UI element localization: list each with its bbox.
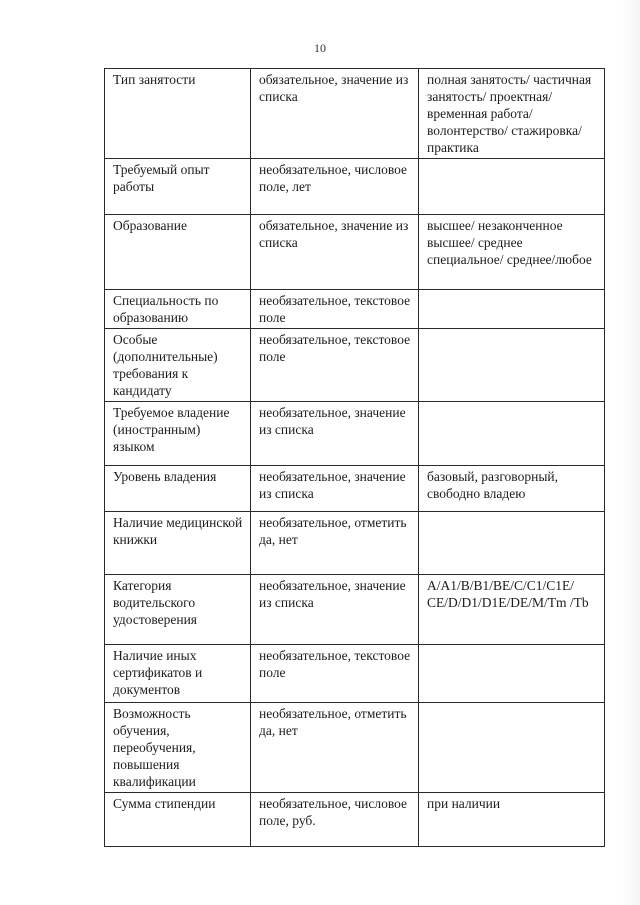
table-row	[105, 466, 605, 512]
field-name-cell: Наличие иных сертификатов и документов	[105, 645, 251, 703]
allowed-values-cell: базовый, разговорный, свободно владею	[419, 466, 605, 512]
table-row	[105, 69, 605, 159]
field-name-cell: Специальность по образованию	[105, 290, 251, 329]
allowed-values-cell	[419, 703, 605, 793]
table-row	[105, 703, 605, 793]
allowed-values-cell: при наличии	[419, 793, 605, 847]
allowed-values-cell: A/A1/B/B1/BE/C/C1/C1E/ CE/D/D1/D1E/DE/M/Tm /Tb	[419, 575, 605, 645]
vacancy-fields-table	[104, 68, 605, 847]
requirement-cell: необязательное, текстовое поле	[251, 329, 419, 402]
allowed-values-cell	[419, 512, 605, 575]
table-row	[105, 290, 605, 329]
requirement-cell: необязательное, текстовое поле	[251, 645, 419, 703]
field-name-cell: Возможность обучения, переобучения, повышения квалификации	[105, 703, 251, 793]
allowed-values-cell	[419, 290, 605, 329]
table-row	[105, 159, 605, 215]
allowed-values-cell: высшее/ незаконченное высшее/ среднее специальное/ среднее/любое	[419, 215, 605, 290]
requirement-cell: необязательное, значение из списка	[251, 402, 419, 466]
requirement-cell: обязательное, значение из списка	[251, 69, 419, 159]
table-row	[105, 402, 605, 466]
field-name-cell: Сумма стипендии	[105, 793, 251, 847]
allowed-values-cell	[419, 329, 605, 402]
field-name-cell: Требуемый опыт работы	[105, 159, 251, 215]
allowed-values-cell: полная занятость/ частичная занятость/ проектная/ временная работа/ волонтерство/ стажировка/ практика	[419, 69, 605, 159]
table-row	[105, 793, 605, 847]
allowed-values-cell	[419, 159, 605, 215]
requirement-cell: необязательное, текстовое поле	[251, 290, 419, 329]
table-row	[105, 329, 605, 402]
allowed-values-cell	[419, 402, 605, 466]
table-row	[105, 645, 605, 703]
table-row	[105, 512, 605, 575]
field-name-cell: Уровень владения	[105, 466, 251, 512]
field-name-cell: Наличие медицинской книжки	[105, 512, 251, 575]
field-name-cell: Категория водительского удостоверения	[105, 575, 251, 645]
table-row	[105, 215, 605, 290]
page-number: 10	[314, 41, 326, 55]
requirement-cell: обязательное, значение из списка	[251, 215, 419, 290]
field-name-cell: Образование	[105, 215, 251, 290]
requirement-cell: необязательное, числовое поле, лет	[251, 159, 419, 215]
scan-edge-shadow	[622, 0, 640, 905]
field-name-cell: Требуемое владение (иностранным) языком	[105, 402, 251, 466]
requirement-cell: необязательное, отметить да, нет	[251, 703, 419, 793]
requirement-cell: необязательное, значение из списка	[251, 466, 419, 512]
table-row	[105, 575, 605, 645]
field-name-cell: Особые (дополнительные) требования к кандидату	[105, 329, 251, 402]
requirement-cell: необязательное, числовое поле, руб.	[251, 793, 419, 847]
requirement-cell: необязательное, отметить да, нет	[251, 512, 419, 575]
requirement-cell: необязательное, значение из списка	[251, 575, 419, 645]
allowed-values-cell	[419, 645, 605, 703]
field-name-cell: Тип занятости	[105, 69, 251, 159]
